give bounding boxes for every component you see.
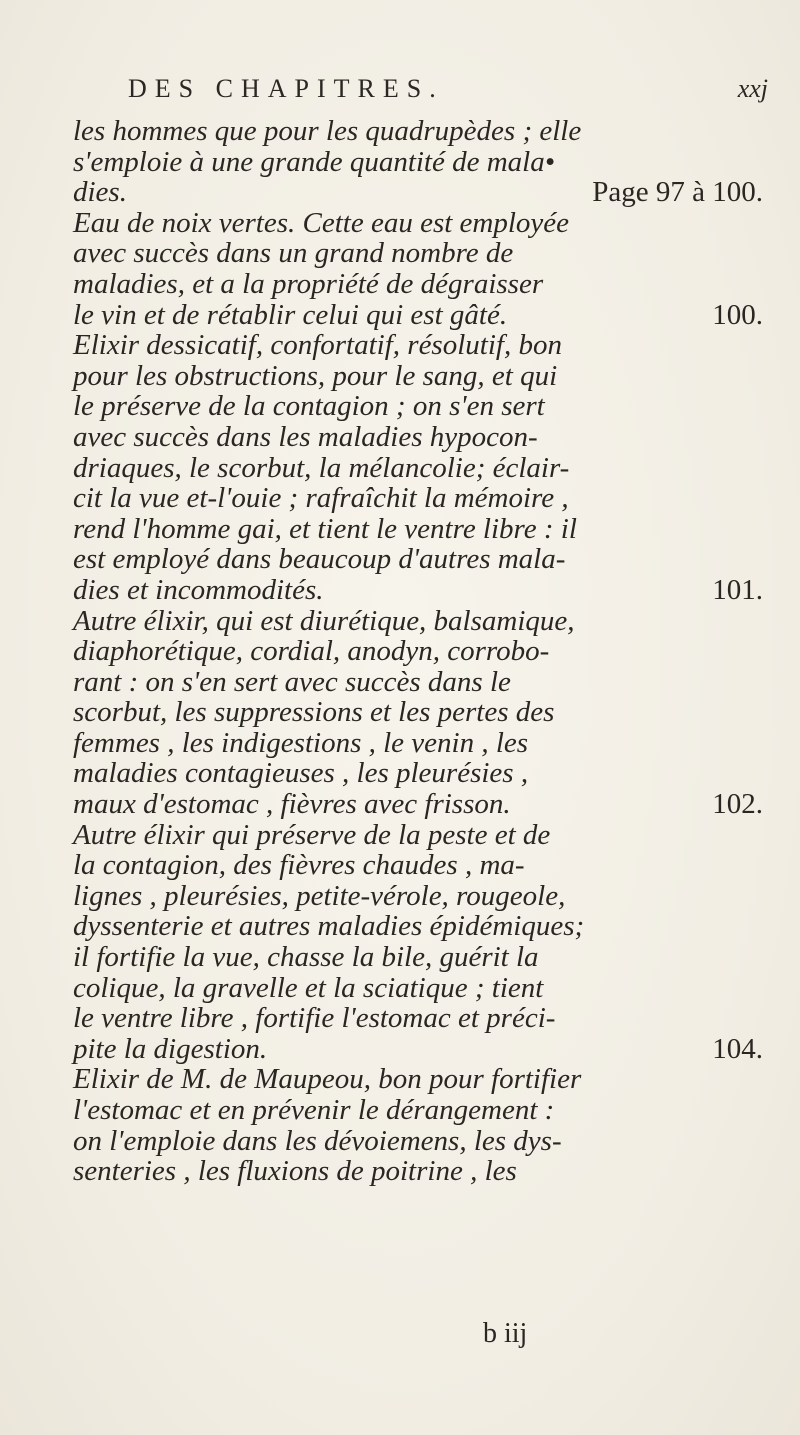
line-text: il fortifie la vue, chasse la bile, guérit la (73, 941, 539, 974)
text-line (73, 1034, 763, 1065)
line-text: maladies contagieuses , les pleurésies , (73, 757, 529, 790)
signature-mark: b iij (483, 1318, 528, 1349)
text-line (73, 1064, 763, 1095)
text-line (73, 1156, 763, 1187)
page-reference: 100. (712, 298, 763, 331)
line-text: dies. (73, 176, 127, 209)
line-text: le préserve de la contagion ; on s'en sert (73, 390, 545, 423)
line-text: maladies, et a la propriété de dégraisser (73, 267, 544, 300)
line-text: rend l'homme gai, et tient le ventre libre : il (73, 512, 577, 545)
line-text: driaques, le scorbut, la mélancolie; éclair- (73, 451, 570, 484)
text-line (73, 606, 763, 637)
line-text: la contagion, des fièvres chaudes , ma- (73, 849, 525, 882)
line-text: Elixir dessicatif, confortatif, résolutif, bon (73, 329, 562, 362)
text-line (73, 300, 763, 331)
text-line (73, 973, 763, 1004)
text-line (73, 636, 763, 667)
text-line (73, 238, 763, 269)
line-text: avec succès dans les maladies hypocon- (73, 420, 538, 453)
table-of-contents-text (73, 116, 763, 1187)
text-line (73, 330, 763, 361)
text-line (73, 147, 763, 178)
line-text: les hommes que pour les quadrupèdes ; elle (73, 115, 582, 147)
running-head: DES CHAPITRES. (128, 74, 444, 103)
line-text: avec succès dans un grand nombre de (73, 237, 514, 270)
page-reference: 102. (712, 788, 763, 821)
line-text: femmes , les indigestions , le venin , les (73, 726, 529, 759)
text-line (73, 391, 763, 422)
text-line (73, 1126, 763, 1157)
text-line (73, 269, 763, 300)
text-line (73, 361, 763, 392)
text-line (73, 453, 763, 484)
text-line (73, 911, 763, 942)
text-line (73, 697, 763, 728)
line-text: diaphorétique, cordial, anodyn, corrobo- (73, 635, 550, 668)
text-line (73, 116, 763, 147)
text-line (73, 728, 763, 759)
line-text: est employé dans beaucoup d'autres mala- (73, 543, 566, 576)
page-reference: Page 97 à 100. (592, 176, 763, 209)
text-line (73, 544, 763, 575)
text-line (73, 820, 763, 851)
line-text: s'emploie à une grande quantité de mala• (73, 145, 555, 178)
line-text: le ventre libre , fortifie l'estomac et préci- (73, 1002, 556, 1035)
line-text: le vin et de rétablir celui qui est gâté. (73, 298, 508, 331)
text-line (73, 177, 763, 208)
line-text: dies et incommodités. (73, 573, 324, 606)
line-text: pite la digestion. (73, 1032, 268, 1065)
line-text: senteries , les fluxions de poitrine , les (73, 1155, 517, 1188)
line-text: on l'emploie dans les dévoiemens, les dys- (73, 1124, 562, 1157)
text-line (73, 208, 763, 239)
line-text: dyssenterie et autres maladies épidémiques; (73, 910, 585, 943)
line-text: scorbut, les suppressions et les pertes des (73, 696, 555, 729)
line-text: pour les obstructions, pour le sang, et qui (73, 359, 558, 392)
text-line (73, 881, 763, 912)
text-line (73, 575, 763, 606)
text-line (73, 789, 763, 820)
text-line (73, 483, 763, 514)
text-line (73, 514, 763, 545)
line-text: l'estomac et en prévenir le dérangement : (73, 1094, 555, 1126)
text-line (73, 1003, 763, 1034)
line-text: Eau de noix vertes. Cette eau est employée (73, 206, 570, 239)
line-text: Autre élixir qui préserve de la peste et de (73, 818, 551, 851)
line-text: lignes , pleurésies, petite-vérole, rougeole, (73, 879, 566, 912)
text-line (73, 667, 763, 698)
text-line (73, 1095, 763, 1126)
line-text: cit la vue et-l'ouie ; rafraîchit la mémoire , (73, 482, 569, 515)
page-number: xxj (737, 74, 768, 103)
page-reference: 104. (712, 1032, 763, 1065)
text-line (73, 758, 763, 789)
line-text: Elixir de M. de Maupeou, bon pour fortifier (73, 1063, 582, 1096)
page-header (80, 74, 780, 114)
line-text: rant : on s'en sert avec succès dans le (73, 665, 511, 698)
page-reference: 101. (712, 573, 763, 606)
text-line (73, 850, 763, 881)
line-text: Autre élixir, qui est diurétique, balsamique, (73, 604, 575, 637)
line-text: maux d'estomac , fièvres avec frisson. (73, 788, 511, 821)
line-text: colique, la gravelle et la sciatique ; tient (73, 971, 544, 1004)
text-line (73, 942, 763, 973)
text-line (73, 422, 763, 453)
